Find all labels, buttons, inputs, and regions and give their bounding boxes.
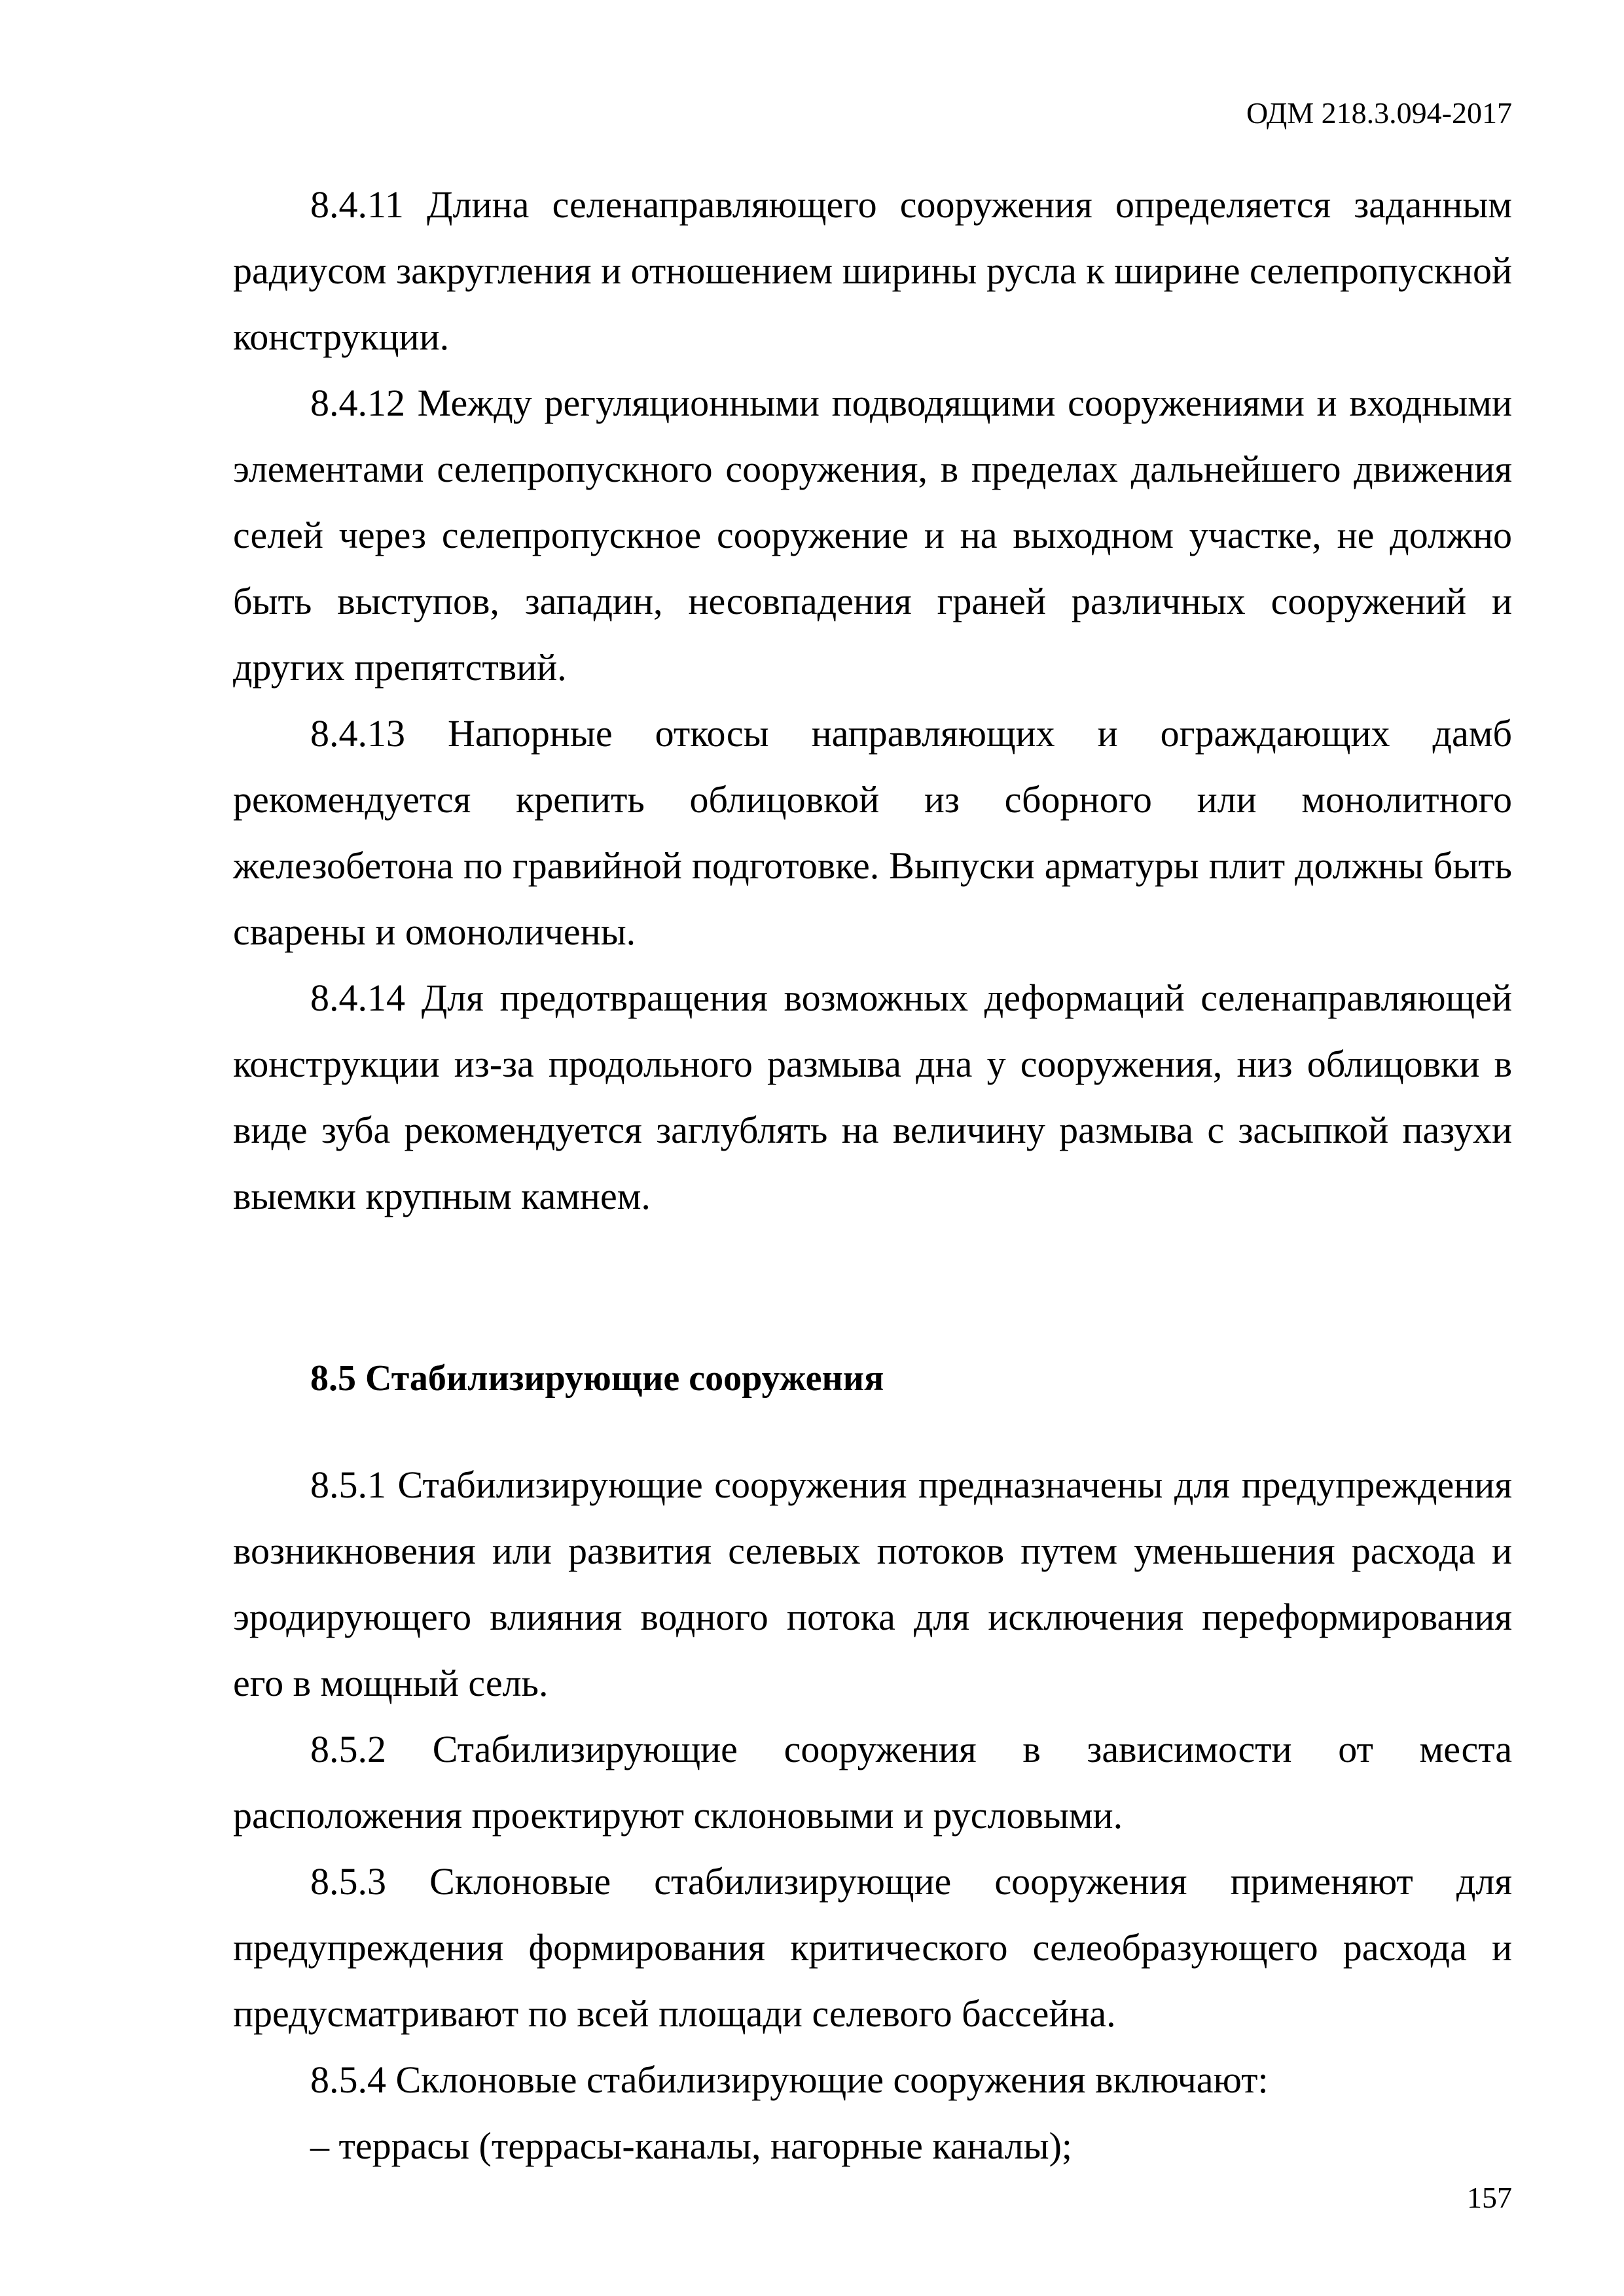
paragraph-8-5-4: 8.5.4 Склоновые стабилизирующие сооружения включают: [310,2058,1269,2101]
section-heading-8-5: 8.5 Стабилизирующие сооружения [310,1358,884,1399]
page-number: 157 [1467,2181,1512,2214]
paragraph-8-5-1: 8.5.1 Стабилизирующие сооружения предназначены для предупреждения возникновения или развития селевых потоков путем уменьшения расхода и эродирующего влияния водного потока для исключения переформирования его в мощный сель. [233,1463,1512,1704]
paragraph-8-4-11: 8.4.11 Длина селенаправляющего сооружения определяется заданным радиусом закругления и отношением ширины русла к ширине селепропускной конструкции. [233,183,1512,358]
paragraph-8-5-2: 8.5.2 Стабилизирующие сооружения в зависимости от места расположения проектируют склоновыми и русловыми. [233,1728,1512,1837]
list-item-terraces: – террасы (террасы-каналы, нагорные каналы); [310,2125,1073,2167]
paragraph-8-4-12: 8.4.12 Между регуляционными подводящими сооружениями и входными элементами селепропускного сооружения, в пределах дальнейшего движения селей через селепропускное сооружение и на выходном участке, не должно быть выступов, западин, несовпадения граней различных сооружений и других препятствий. [233,382,1512,689]
page-content [233,171,1512,2179]
paragraph-8-5-3: 8.5.3 Склоновые стабилизирующие сооружения применяют для предупреждения формирования критического селеобразующего расхода и предусматривают по всей площади селевого бассейна. [233,1860,1512,2035]
document-code: ОДМ 218.3.094-2017 [1246,96,1512,130]
paragraph-8-4-14: 8.4.14 Для предотвращения возможных деформаций селенаправляющей конструкции из-за продольного размыва дна у сооружения, низ облицовки в виде зуба рекомендуется заглублять на величину размыва с засыпкой пазухи выемки крупным камнем. [233,977,1512,1217]
paragraph-8-4-13: 8.4.13 Напорные откосы направляющих и ограждающих дамб рекомендуется крепить облицовкой из сборного или монолитного железобетона по гравийной подготовке. Выпуски арматуры плит должны быть сварены и омоноличены. [233,712,1512,953]
